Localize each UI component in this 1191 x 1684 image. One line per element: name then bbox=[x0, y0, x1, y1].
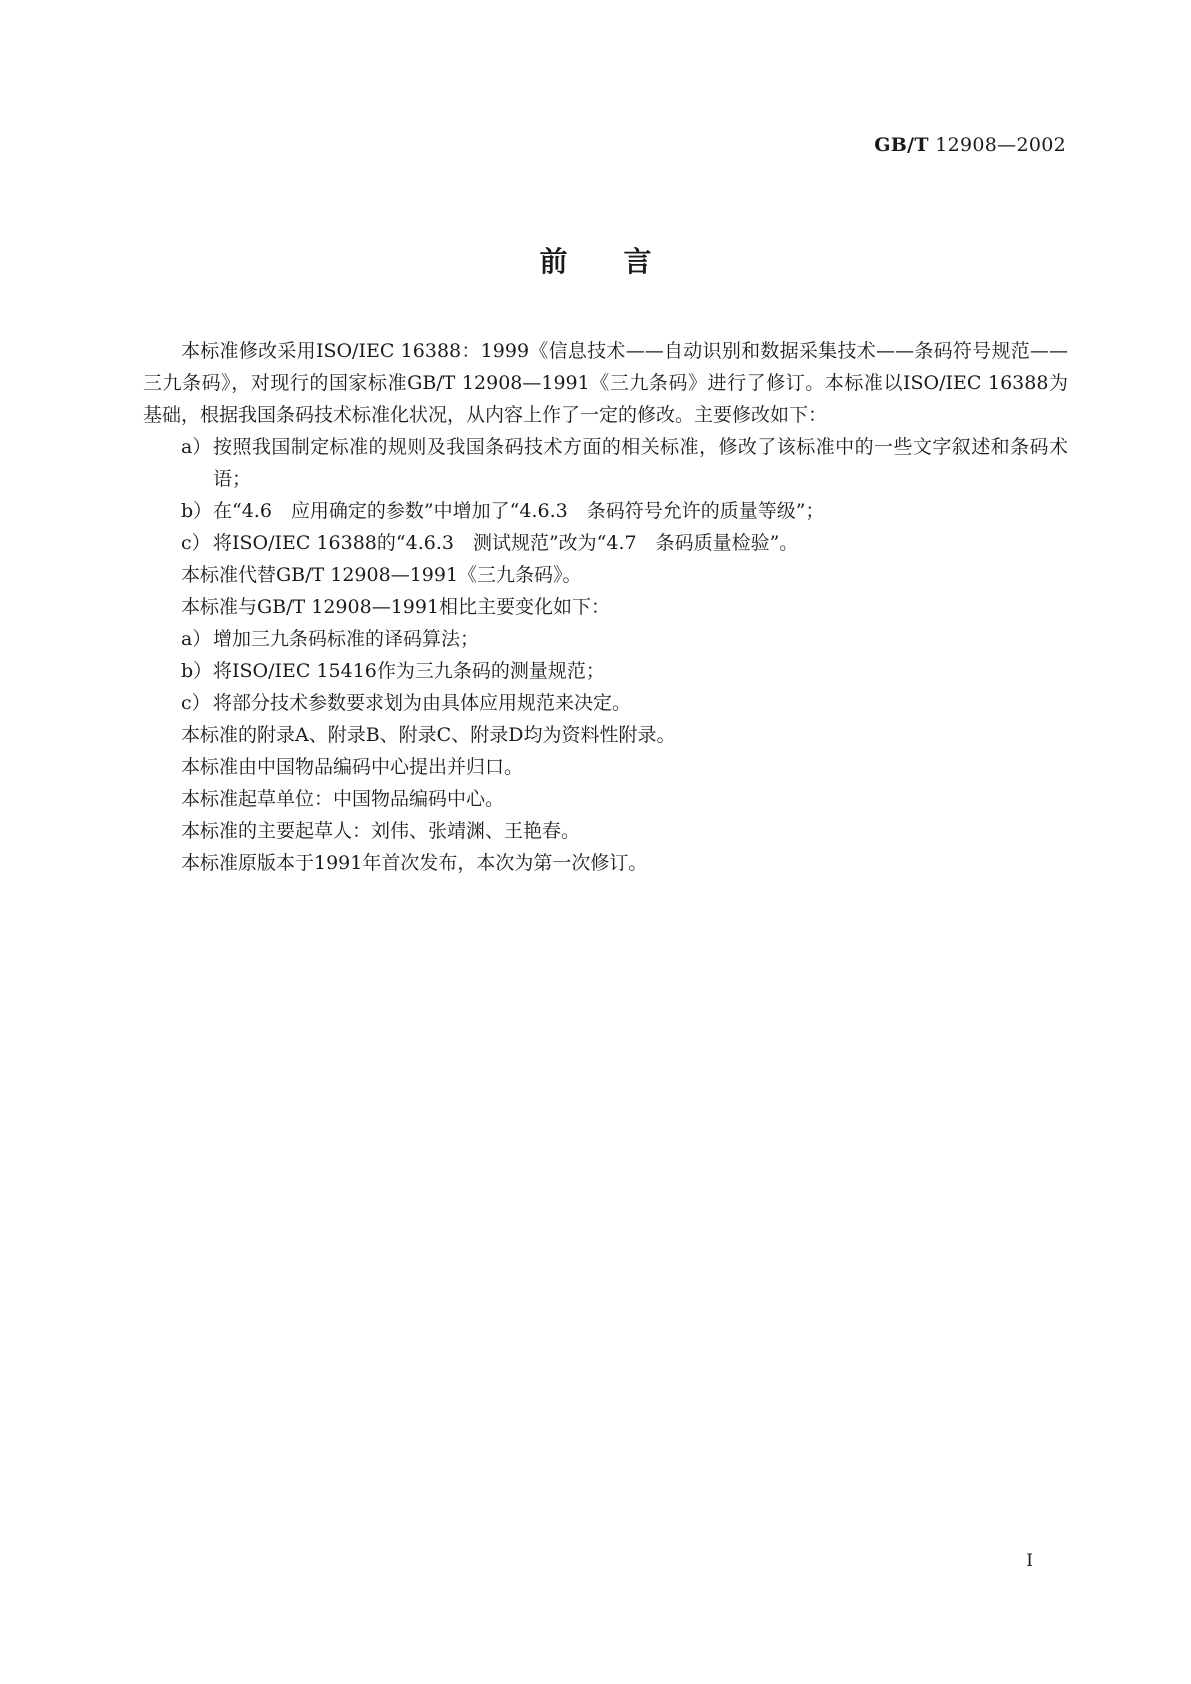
list-item-text: 将ISO/IEC 16388的“4.6.3 测试规范”改为“4.7 条码质量检验”。 bbox=[213, 532, 799, 554]
list-item bbox=[143, 687, 1068, 719]
list-item-label: a） bbox=[181, 628, 212, 650]
replaces-paragraph: 本标准代替GB/T 12908—1991《三九条码》。 bbox=[181, 564, 582, 586]
page-title: 前言 bbox=[539, 245, 708, 278]
list-item-text: 按照我国制定标准的规则及我国条码技术方面的相关标准，修改了该标准中的一些文字叙述和条码术语； bbox=[213, 436, 1068, 490]
list-item-text: 在“4.6 应用确定的参数”中增加了“4.6.3 条码符号允许的质量等级”； bbox=[213, 500, 825, 522]
drafting-unit-paragraph: 本标准起草单位：中国物品编码中心。 bbox=[181, 788, 505, 810]
standard-number-header bbox=[874, 134, 1066, 156]
list-item-label: c） bbox=[181, 692, 211, 714]
list-item bbox=[143, 495, 1068, 527]
history-paragraph: 本标准原版本于1991年首次发布，本次为第一次修订。 bbox=[181, 852, 648, 874]
page-number: I bbox=[1026, 1551, 1033, 1571]
intro-paragraph: 本标准修改采用ISO/IEC 16388：1999《信息技术——自动识别和数据采集技术——条码符号规范——三九条码》，对现行的国家标准GB/T 12908—1991《三九条码》进行了修订。本标准以ISO/IEC 16388为基础，根据我国条码技术标准化状况，从内容上作了一定的修改。主要修改如下： bbox=[143, 340, 1068, 426]
list-item bbox=[143, 431, 1068, 495]
list-item-label: a） bbox=[181, 436, 212, 458]
appendix-paragraph: 本标准的附录A、附录B、附录C、附录D均为资料性附录。 bbox=[181, 724, 676, 746]
foreword-body bbox=[143, 335, 1068, 879]
list-item-label: c） bbox=[181, 532, 211, 554]
list-item-text: 将部分技术参数要求划为由具体应用规范来决定。 bbox=[213, 692, 632, 714]
standard-number: 12908—2002 bbox=[935, 134, 1066, 156]
changes-intro-paragraph: 本标准与GB/T 12908—1991相比主要变化如下： bbox=[181, 596, 611, 618]
list-item bbox=[143, 527, 1068, 559]
standard-prefix: GB/T bbox=[874, 134, 929, 156]
proposed-paragraph: 本标准由中国物品编码中心提出并归口。 bbox=[181, 756, 524, 778]
list-item-label: b） bbox=[181, 500, 213, 522]
list-item bbox=[143, 623, 1068, 655]
list-item bbox=[143, 655, 1068, 687]
list-item-text: 增加三九条码标准的译码算法； bbox=[213, 628, 480, 650]
list-item-text: 将ISO/IEC 15416作为三九条码的测量规范； bbox=[213, 660, 605, 682]
list-item-label: b） bbox=[181, 660, 213, 682]
drafters-paragraph: 本标准的主要起草人：刘伟、张靖渊、王艳春。 bbox=[181, 820, 581, 842]
